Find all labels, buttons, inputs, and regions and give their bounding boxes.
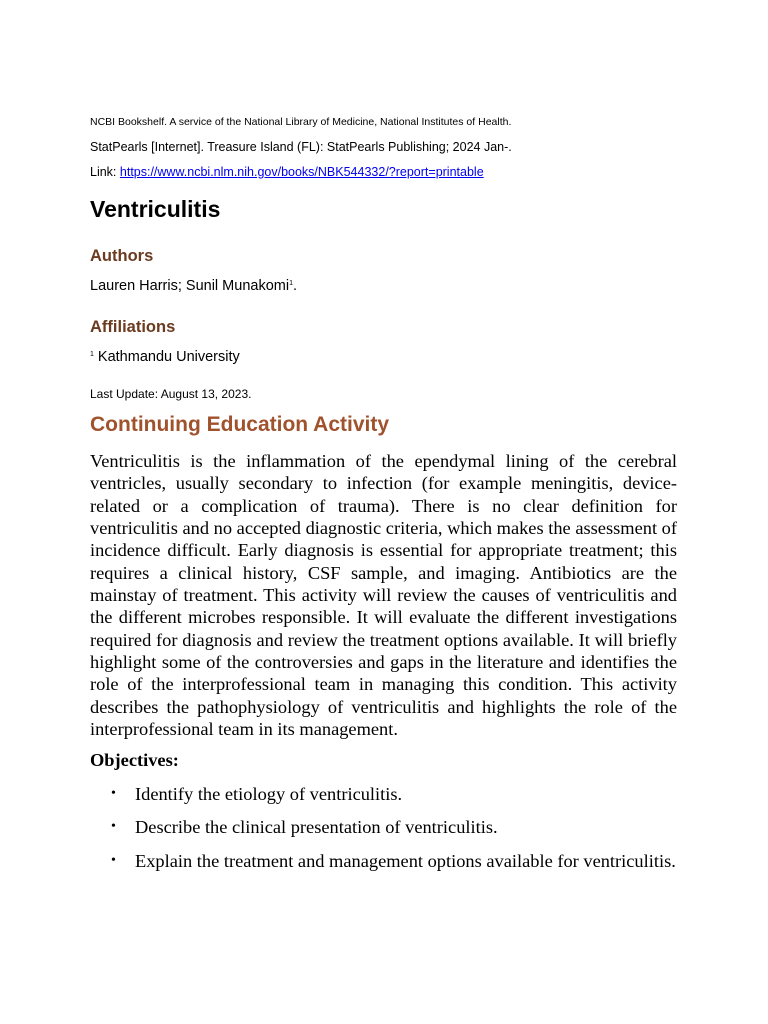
printable-link[interactable]: https://www.ncbi.nlm.nih.gov/books/NBK544332/?report=printable: [119, 165, 484, 179]
author-list-period: .: [292, 278, 297, 294]
affiliation-institution: Kathmandu University: [97, 349, 240, 365]
objective-text: Identify the etiology of ventriculitis.: [135, 784, 403, 804]
affiliation-item: [90, 349, 240, 365]
bullet-icon: •: [111, 852, 116, 868]
last-update: Last Update: August 13, 2023.: [90, 387, 252, 401]
list-item: [90, 816, 677, 838]
author-affiliation-marker: 1: [289, 280, 293, 287]
authors-names: [90, 278, 297, 294]
page-title: Ventriculitis: [90, 196, 221, 222]
list-item: [90, 850, 677, 872]
objective-text: Explain the treatment and management options available for ventriculitis.: [135, 850, 676, 871]
objectives-list: [90, 783, 677, 883]
author-list: Lauren Harris; Sunil Munakomi: [90, 278, 290, 294]
bullet-icon: •: [111, 786, 116, 801]
citation: StatPearls [Internet]. Treasure Island (FL): StatPearls Publishing; 2024 Jan-.: [90, 140, 512, 154]
authors-heading: Authors: [90, 247, 154, 265]
affiliation-marker: 1: [90, 351, 94, 358]
continuing-education-body: Ventriculitis is the inflammation of the ependymal lining of the cerebral ventricles, usually secondary to infection (for example meningitis, device-related or a complication of trauma). There is no clear definition for ventriculitis and no accepted diagnostic criteria, which makes the assessment of incidence difficult. Early diagnosis is essential for appropriate treatment; this requires a clinical history, CSF sample, and imaging. Antibiotics are the mainstay of treatment. This activity will review the causes of ventriculitis and the different microbes responsible. It will evaluate the different investigations required for diagnosis and review the treatment options available. It will briefly highlight some of the controversies and gaps in the literature and identifies the role of the interprofessional team in managing this condition. This activity describes the pathophysiology of ventriculitis and highlights the role of the interprofessional team in its management.: [90, 451, 677, 740]
link-label: Link:: [90, 165, 120, 179]
affiliations-heading: Affiliations: [90, 318, 176, 336]
objectives-heading: Objectives:: [90, 750, 179, 770]
list-item: [90, 783, 677, 805]
continuing-education-heading: Continuing Education Activity: [90, 413, 390, 436]
objective-text: Describe the clinical presentation of ventriculitis.: [135, 817, 498, 838]
bullet-icon: •: [111, 819, 116, 835]
link-line: [90, 165, 484, 179]
ncbi-notice: NCBI Bookshelf. A service of the National Library of Medicine, National Institutes of Health.: [90, 116, 512, 128]
